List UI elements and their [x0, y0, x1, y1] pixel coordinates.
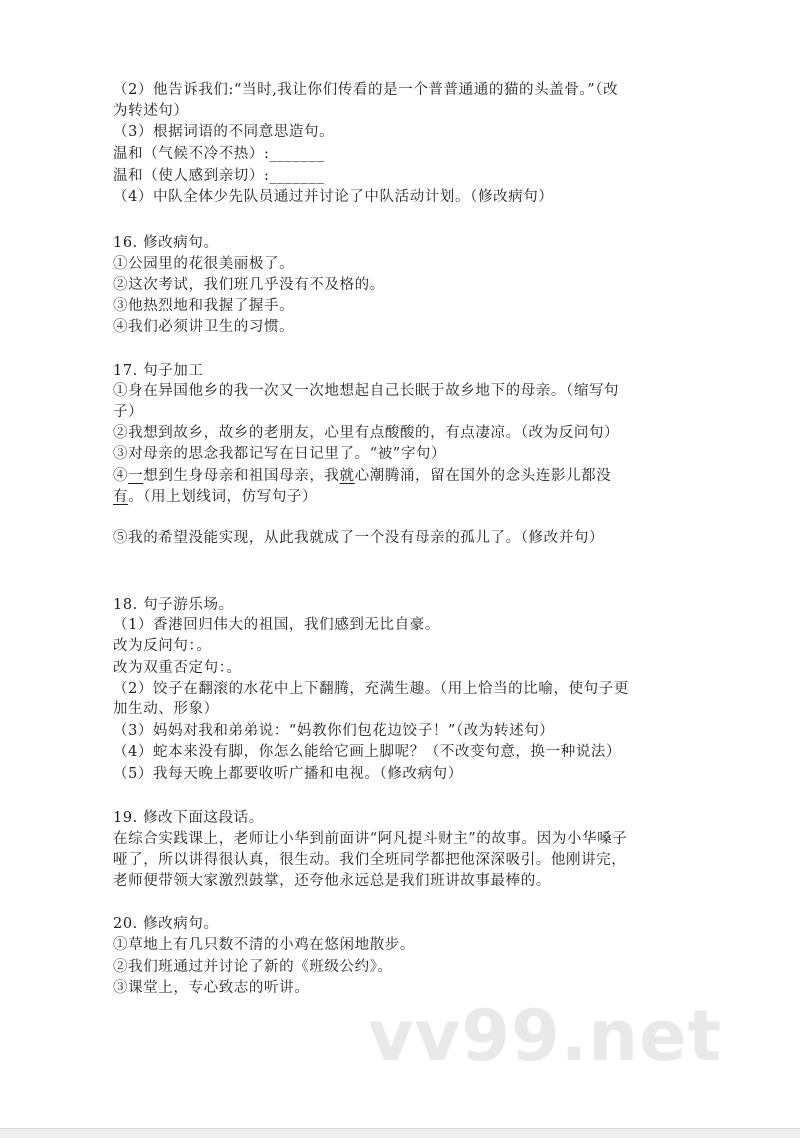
q18-sub3: （3）妈妈对我和弟弟说：“妈教你们包花边饺子！”（改为转述句）	[113, 723, 555, 739]
q18-sub2-line2: 加生动、形象）	[113, 701, 219, 717]
q19-title: 19. 修改下面这段话。	[113, 810, 264, 826]
q17-item4-text2: 心潮腾涌，留在国外的念头连影儿都没	[354, 468, 612, 484]
q20-item3: ③课堂上，专心致志的听讲。	[113, 980, 310, 996]
q17-item4-line1	[113, 466, 611, 486]
q17-item2: ②我想到故乡，故乡的老朋友，心里有点酸酸的，有点凄凉。（改为反问句）	[113, 425, 620, 441]
q17-item4-text1: 想到生身母亲和祖国母亲，我	[143, 468, 340, 484]
q15-sub2-line2: 为转述句）	[113, 103, 189, 119]
q18-sub2-line1: （2）饺子在翻滚的水花中上下翻腾，充满生趣。（用上恰当的比喻，使句子更	[113, 681, 629, 697]
q17-item1-line2: 子）	[113, 404, 144, 420]
q18-sub5: （5）我每天晚上都要收听广播和电视。（修改病句）	[113, 766, 463, 782]
q20-item2: ②我们班通过并讨论了新的《班级公约》。	[113, 959, 393, 975]
q17-item1-line1: ①身在异国他乡的我一次又一次地想起自己长眠于故乡地下的母亲。（缩写句	[113, 383, 620, 399]
q16-title: 16. 修改病句。	[113, 235, 219, 251]
q20-item1: ①草地上有几只数不清的小鸡在悠闲地散步。	[113, 937, 415, 953]
q18-sub1-double-negative: 改为双重否定句：。	[113, 660, 242, 676]
q19-para-line3: 老师便带领大家激烈鼓掌，还夸他永远总是我们班讲故事最棒的。	[113, 873, 551, 889]
q18-sub4: （4）蛇本来没有脚，你怎么能给它画上脚呢？（不改变句意，换一种说法）	[113, 744, 622, 760]
q17-item4-marker: ④	[113, 468, 129, 484]
q17-item4-underlined-yi: 一	[128, 468, 144, 484]
q18-title: 18. 句子游乐场。	[113, 597, 234, 613]
q19-para-line2: 哑了，所以讲得很认真，很生动。我们全班同学都把他深深吸引。他刚讲完，	[113, 852, 627, 868]
q17-item4-underlined-you: 有	[113, 489, 129, 505]
q16-item1: ①公园里的花很美丽极了。	[113, 256, 295, 272]
q17-item4-instruction: 。（用上划线词，仿写句子）	[128, 489, 318, 505]
q18-sub1-rhetorical: 改为反问句：。	[113, 638, 212, 654]
q20-title: 20. 修改病句。	[113, 916, 219, 932]
q17-item5: ⑤我的希望没能实现，从此我就成了一个没有母亲的孤儿了。（修改并句）	[113, 530, 605, 546]
watermark: vv99.net	[368, 995, 723, 1077]
q16-item3: ③他热烈地和我握了握手。	[113, 298, 295, 314]
q17-title: 17. 句子加工	[113, 363, 204, 379]
q16-item2: ②这次考试，我们班几乎没有不及格的。	[113, 277, 385, 293]
q15-sub3-item2: 温和（使人感到亲切）:_______	[113, 168, 325, 184]
q18-sub1: （1）香港回归伟大的祖国，我们感到无比自豪。	[113, 617, 440, 633]
q15-sub2-line1: （2）他告诉我们:“当时,我让你们传看的是一个普普通通的猫的头盖骨。”（改	[113, 82, 619, 98]
q17-item4-underlined-jiu: 就	[339, 468, 355, 484]
q19-para-line1: 在综合实践课上，老师让小华到前面讲“阿凡提斗财主”的故事。因为小华嗓子	[113, 831, 628, 847]
q17-item4-line2	[113, 487, 317, 507]
q17-item3: ③对母亲的思念我都记写在日记里了。“被”字句）	[113, 446, 447, 462]
q15-sub3: （3）根据词语的不同意思造句。	[113, 124, 335, 140]
q15-sub3-item1: 温和（气候不冷不热）:_______	[113, 146, 325, 162]
q16-item4: ④我们必须讲卫生的习惯。	[113, 319, 295, 335]
q15-sub4: （4）中队全体少先队员通过并讨论了中队活动计划。（修改病句）	[113, 189, 554, 205]
